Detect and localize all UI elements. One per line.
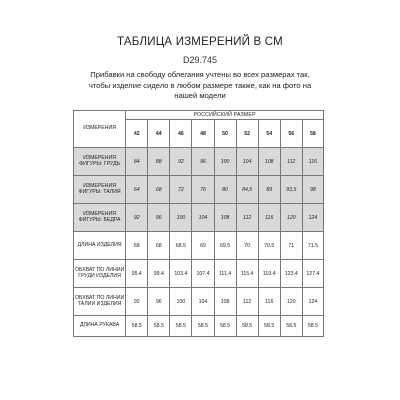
row-label-cell: ИЗМЕРЕНИЯ ФИГУРЫ: ГРУДЬ <box>74 148 126 176</box>
value-cell: 120 <box>280 204 302 232</box>
table-row <box>74 232 324 260</box>
value-cell: 100 <box>170 288 192 316</box>
value-cell: 108 <box>258 148 280 176</box>
size-header-cell: 54 <box>258 120 280 148</box>
value-cell: 68 <box>148 232 170 260</box>
value-cell: 71.5 <box>302 232 323 260</box>
table-row <box>74 260 324 288</box>
measure-header-cell: ИЗМЕРЕНИЯ <box>74 111 126 148</box>
value-cell: 58.5 <box>258 316 280 337</box>
category-header-cell: РОССИЙСКИЙ РАЗМЕР <box>126 111 324 120</box>
table-row <box>74 288 324 316</box>
value-cell: 98 <box>302 176 323 204</box>
value-cell: 68 <box>126 232 148 260</box>
value-cell: 104 <box>192 204 214 232</box>
value-cell: 95.4 <box>126 260 148 288</box>
table-row <box>74 204 324 232</box>
row-label-cell: ИЗМЕРЕНИЯ ФИГУРЫ: БЕДРА <box>74 204 126 232</box>
table-row <box>74 176 324 204</box>
size-header-cell: 56 <box>280 120 302 148</box>
page-title: ТАБЛИЦА ИЗМЕРЕНИЙ В СМ <box>117 36 283 48</box>
value-cell: 120 <box>280 288 302 316</box>
size-table <box>73 110 324 337</box>
value-cell: 84 <box>126 148 148 176</box>
value-cell: 123.4 <box>280 260 302 288</box>
value-cell: 88 <box>148 148 170 176</box>
value-cell: 100 <box>170 204 192 232</box>
article-code: D29.745 <box>182 55 218 65</box>
value-cell: 58.5 <box>236 316 258 337</box>
value-cell: 92 <box>126 204 148 232</box>
value-cell: 84,5 <box>236 176 258 204</box>
value-cell: 76 <box>192 176 214 204</box>
size-header-cell: 48 <box>192 120 214 148</box>
value-cell: 58.5 <box>126 316 148 337</box>
value-cell: 58.5 <box>214 316 236 337</box>
size-header-cell: 42 <box>126 120 148 148</box>
size-header-cell: 58 <box>302 120 323 148</box>
value-cell: 58.5 <box>302 316 323 337</box>
size-header-cell: 46 <box>170 120 192 148</box>
value-cell: 58.5 <box>148 316 170 337</box>
value-cell: 69.5 <box>214 232 236 260</box>
value-cell: 112 <box>236 288 258 316</box>
value-cell: 107.4 <box>192 260 214 288</box>
value-cell: 119.4 <box>258 260 280 288</box>
value-cell: 58.5 <box>192 316 214 337</box>
table-row <box>74 148 324 176</box>
value-cell: 124 <box>302 204 323 232</box>
row-label-cell: ОБХВАТ ПО ЛИНИИ ГРУДИ ИЗДЕЛИЯ <box>74 260 126 288</box>
value-cell: 124 <box>302 288 323 316</box>
value-cell: 100 <box>214 148 236 176</box>
value-cell: 104 <box>236 148 258 176</box>
value-cell: 112 <box>280 148 302 176</box>
value-cell: 92 <box>126 288 148 316</box>
value-cell: 116 <box>302 148 323 176</box>
size-header-cell: 52 <box>236 120 258 148</box>
value-cell: 70.5 <box>258 232 280 260</box>
value-cell: 72 <box>170 176 192 204</box>
value-cell: 64 <box>126 176 148 204</box>
row-label-cell: ИЗМЕРЕНИЯ ФИГУРЫ: ТАЛИЯ <box>74 176 126 204</box>
value-cell: 96 <box>192 148 214 176</box>
value-cell: 116 <box>258 288 280 316</box>
value-cell: 68 <box>148 176 170 204</box>
value-cell: 99.4 <box>148 260 170 288</box>
row-label-cell: ОБХВАТ ПО ЛИНИИ ТАЛИИ ИЗДЕЛИЯ <box>74 288 126 316</box>
value-cell: 103.4 <box>170 260 192 288</box>
value-cell: 127.4 <box>302 260 323 288</box>
value-cell: 58.5 <box>280 316 302 337</box>
value-cell: 96 <box>148 288 170 316</box>
value-cell: 96 <box>148 204 170 232</box>
value-cell: 58.5 <box>170 316 192 337</box>
value-cell: 116 <box>258 204 280 232</box>
value-cell: 111.4 <box>214 260 236 288</box>
fit-note: Прибавки на свободу облегания учтены во всех размерах так, чтобы изделие сидело в любом размере также, как на фото на нашей модели <box>88 70 312 100</box>
value-cell: 80 <box>214 176 236 204</box>
size-header-cell: 44 <box>148 120 170 148</box>
value-cell: 68.5 <box>170 232 192 260</box>
table-row <box>74 316 324 337</box>
row-label-cell: ДЛИНА РУКАВА <box>74 316 126 337</box>
value-cell: 89 <box>258 176 280 204</box>
row-label-cell: ДЛИНА ИЗДЕЛИЯ <box>74 232 126 260</box>
value-cell: 93,5 <box>280 176 302 204</box>
value-cell: 92 <box>170 148 192 176</box>
value-cell: 108 <box>214 204 236 232</box>
value-cell: 108 <box>214 288 236 316</box>
size-header-cell: 50 <box>214 120 236 148</box>
value-cell: 70 <box>236 232 258 260</box>
value-cell: 69 <box>192 232 214 260</box>
size-table-body <box>74 148 324 337</box>
value-cell: 71 <box>280 232 302 260</box>
value-cell: 104 <box>192 288 214 316</box>
value-cell: 115.4 <box>236 260 258 288</box>
value-cell: 112 <box>236 204 258 232</box>
